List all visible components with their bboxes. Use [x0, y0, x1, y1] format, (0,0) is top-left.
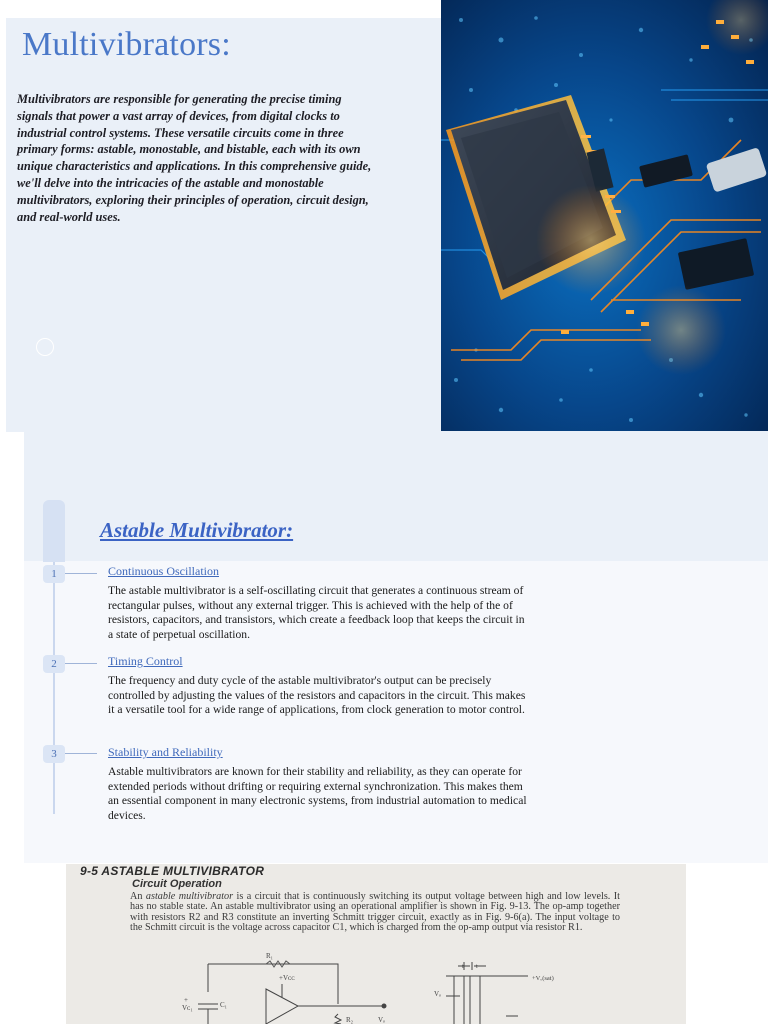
astable-circuit-diagram [66, 864, 686, 1024]
label-c1: C₁ [220, 1001, 228, 1009]
label-t1: t [462, 964, 464, 970]
timeline-step-3-connector [65, 753, 97, 754]
slide-placeholder-circle [36, 338, 54, 356]
item-body-timing-control: The frequency and duty cycle of the astable multivibrator's output can be precisely controlled by adjusting the values of the resistors and capacitors in the circuit. This makes it a versatile tool for a wide range of applications, from clock generation to motor control. [108, 674, 526, 717]
label-vo-output: Vₒ [378, 1016, 386, 1024]
timeline-step-3-badge: 3 [43, 745, 65, 763]
label-vcc: +Vᴄᴄ [279, 974, 295, 982]
label-vc1: Vᴄ₁ [182, 1004, 193, 1012]
timeline-line [53, 562, 55, 814]
timeline-step-2-badge: 2 [43, 655, 65, 673]
label-vsat: +Vₒ(sat) [532, 975, 554, 982]
scan-subheading: Circuit Operation [132, 878, 222, 890]
label-r1: R₁ [266, 952, 274, 960]
timeline-step-2-connector [65, 663, 97, 664]
item-title-timing-control[interactable]: Timing Control [108, 654, 183, 668]
circuit-board-photo [441, 0, 768, 431]
label-r2: R₂ [346, 1016, 354, 1024]
item-body-stability-reliability: Astable multivibrators are known for their stability and reliability, as they can operate for extended periods without drifting or requiring external synchronization. This makes them an essential component in many electronic systems, from industrial automation to medical devices. [108, 765, 527, 822]
scan-heading: 9-5 ASTABLE MULTIVIBRATOR [80, 864, 265, 878]
item-title-continuous-oscillation[interactable]: Continuous Oscillation [108, 564, 219, 578]
label-vo: Vₒ [434, 990, 442, 998]
timeline-step-1-badge: 1 [43, 565, 65, 583]
svg-text:+: + [184, 996, 188, 1004]
timeline-step-1-connector [65, 573, 97, 574]
timeline-track-cap [43, 500, 65, 562]
item-body-continuous-oscillation: The astable multivibrator is a self-oscillating circuit that generates a continuous stream of rectangular pulses, without any external trigger. This is achieved with the help of the of resistors, capacitors, and transistors, which create a feedback loop that keeps the circuit in a state of perpetual oscillation. [108, 584, 525, 641]
scan-body-text: An astable multivibrator is a circuit that is continuously switching its output voltage between high and low levels. It has no stable state. An astable multivibrator using an operational amplifier is shown in Fig. 9-13. The op-amp together with resistors R2 and R3 constitute an inverting Schmitt trigger circuit, exactly as in Fig. 9-6(a). The input voltage to the Schmitt circuit is the voltage across capacitor C1, which is charged from the op-amp output via resistor R1. [130, 891, 620, 934]
page-title: Multivibrators: [22, 26, 231, 63]
intro-paragraph: Multivibrators are responsible for generating the precise timing signals that power a vast array of devices, from digital clocks to industrial control systems. These versatile circuits come in three primary forms: astable, monostable, and bistable, each with its own unique characteristics and applications. In this comprehensive guide, we'll delve into the intricacies of the astable and monostable multivibrators, exploring their principles of operation, circuit design, and real-world uses. [17, 92, 372, 224]
item-title-stability-reliability[interactable]: Stability and Reliability [108, 745, 223, 759]
textbook-scan-image [66, 864, 686, 1024]
astable-heading: Astable Multivibrator: [100, 518, 294, 542]
label-t2: t [476, 964, 478, 970]
